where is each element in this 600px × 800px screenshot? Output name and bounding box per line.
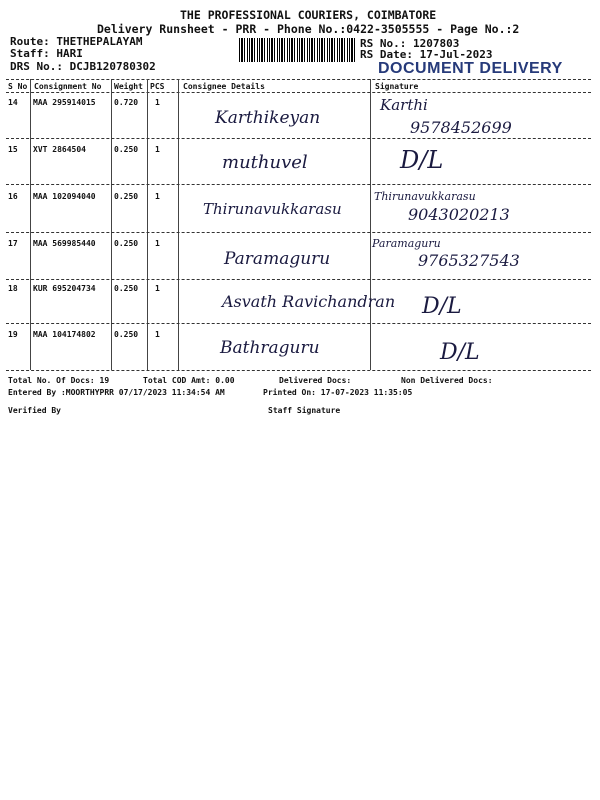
row-weight: 0.250 [114,192,139,201]
row-weight: 0.720 [114,98,139,107]
row-consignment: XVT 2864504 [33,145,86,154]
row-sno: 17 [8,239,18,248]
row-signature: D/L [440,340,480,365]
delivered-docs: Delivered Docs: [279,376,352,385]
row-rule [6,323,591,324]
col-signature: Signature [375,82,419,91]
row-pcs: 1 [155,192,160,201]
row-weight: 0.250 [114,284,139,293]
row-signature: Karthi [380,96,428,114]
row-rule [6,279,591,280]
row-pcs: 1 [155,239,160,248]
company-title: THE PROFESSIONAL COURIERS, COIMBATORE [180,8,437,22]
row-consignee: muthuvel [222,152,308,173]
row-weight: 0.250 [114,330,139,339]
col-consignment: Consignment No [34,82,102,91]
row-pcs: 1 [155,145,160,154]
rs-date: RS Date: 17-Jul-2023 [360,48,493,61]
row-phone: 9578452699 [410,118,512,137]
rs-number: RS No.: 1207803 [360,37,460,50]
row-phone: 9765327543 [418,251,520,270]
col-consignee: Consignee Details [183,82,265,91]
row-phone: 9043020213 [408,205,510,224]
row-consignee: Thirunavukkarasu [203,200,342,218]
row-consignment: MAA 569985440 [33,239,96,248]
runsheet-title: Delivery Runsheet - PRR - Phone No.:0422-3505555 - Page No.:2 [97,22,520,36]
col-weight: Weight [114,82,143,91]
table-top-rule [6,79,591,80]
row-consignment: MAA 104174802 [33,330,96,339]
row-weight: 0.250 [114,239,139,248]
drs-label: DRS No.: DCJB120780302 [10,60,156,73]
col-divider [111,79,112,370]
row-sno: 14 [8,98,18,107]
row-pcs: 1 [155,98,160,107]
col-divider [178,79,179,370]
route-label: Route: THETHEPALAYAM [10,35,143,48]
row-consignment: KUR 695204734 [33,284,96,293]
row-consignee: Karthikeyan [215,108,321,128]
barcode [239,38,355,62]
header-bottom-rule [6,92,591,93]
row-rule [6,232,591,233]
staff-signature: Staff Signature [268,406,341,415]
total-cod: Total COD Amt: 0.00 [143,376,235,385]
row-weight: 0.250 [114,145,139,154]
verified-by: Verified By [8,406,61,415]
row-consignment: MAA 102094040 [33,192,96,201]
non-delivered-docs: Non Delivered Docs: [401,376,493,385]
entered-by: Entered By :MOORTHYPRR 07/17/2023 11:34:54 AM [8,388,225,397]
row-sno: 18 [8,284,18,293]
col-divider [30,79,31,370]
printed-on: Printed On: 17-07-2023 11:35:05 [263,388,413,397]
col-sno: S No [8,82,28,91]
row-sno: 19 [8,330,18,339]
row-signature: D/L [422,294,462,319]
row-pcs: 1 [155,330,160,339]
row-consignee: Bathraguru [220,338,320,358]
total-docs: Total No. Of Docs: 19 [8,376,110,385]
col-divider [147,79,148,370]
row-rule [6,138,591,139]
table-bottom-rule [6,370,591,371]
row-consignee: Asvath Ravichandran [222,292,396,311]
row-signature: Paramaguru [372,237,441,250]
staff-label: Staff: HARI [10,47,83,60]
document-delivery-stamp: DOCUMENT DELIVERY [378,60,563,77]
row-rule [6,184,591,185]
row-signature: D/L [400,146,444,174]
row-sno: 16 [8,192,18,201]
col-pcs: PCS [150,82,165,91]
row-pcs: 1 [155,284,160,293]
row-consignment: MAA 295914015 [33,98,96,107]
row-consignee: Paramaguru [224,249,331,269]
col-divider [370,79,371,370]
row-signature: Thirunavukkarasu [374,190,476,203]
row-sno: 15 [8,145,18,154]
